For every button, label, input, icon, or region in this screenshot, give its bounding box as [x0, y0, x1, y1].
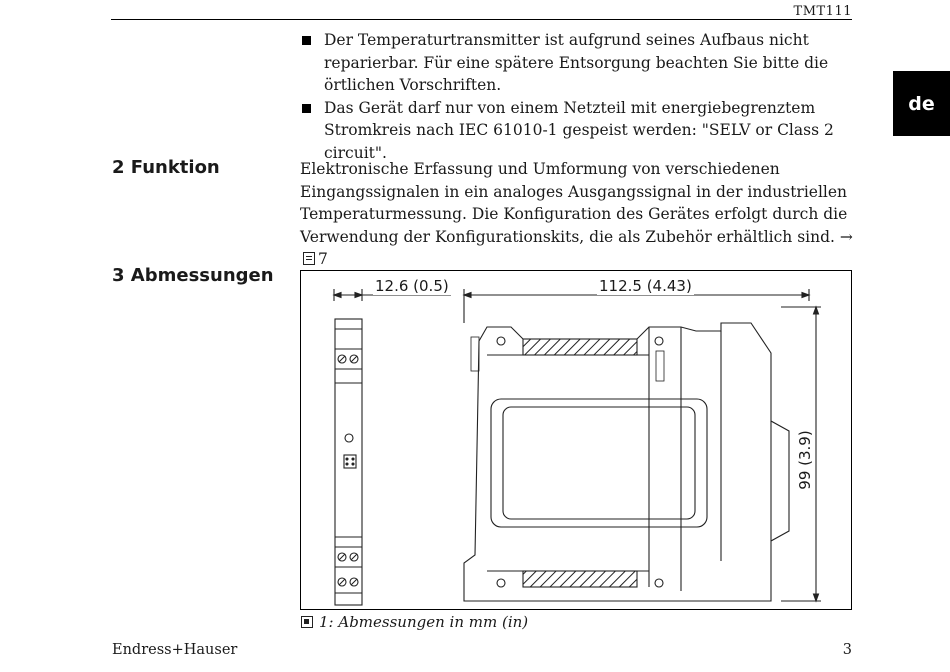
page-link-number: 7 — [318, 250, 328, 268]
bullet-item — [302, 29, 854, 97]
book-icon — [303, 252, 315, 265]
language-tab — [893, 71, 950, 136]
header-rule — [111, 19, 852, 20]
bullet-text: Der Temperaturtransmitter ist aufgrund seines Aufbaus nicht reparierbar. Für eine spätere Entsorgung beachten Sie bitte die örtlichen Vorschriften. — [324, 31, 829, 94]
section-heading-abmessungen: 3 Abmessungen — [112, 265, 274, 286]
language-tab-label: de — [908, 92, 935, 115]
figure-caption — [301, 613, 528, 631]
dimension-label-width: 12.6 (0.5) — [375, 277, 449, 295]
figure-icon — [301, 616, 313, 628]
dimension-drawing — [301, 271, 853, 611]
bullet-item — [302, 97, 854, 165]
dimension-label-length: 112.5 (4.43) — [599, 277, 692, 295]
document-code: TMT111 — [793, 4, 852, 19]
front-view-drawing — [464, 289, 809, 601]
footer-company: Endress+Hauser — [112, 642, 238, 658]
safety-bullet-list — [302, 29, 854, 164]
dimension-figure — [300, 270, 852, 610]
bullet-text: Das Gerät darf nur von einem Netzteil mit energiebegrenztem Stromkreis nach IEC 61010-1 gespeist werden: "SELV or Class 2 circuit". — [324, 98, 834, 162]
figure-caption-text: 1: Abmessungen in mm (in) — [319, 613, 529, 631]
square-bullet-icon — [302, 36, 311, 45]
arrow-right-icon: → — [839, 227, 853, 246]
funktion-text: Elektronische Erfassung und Umformung von verschiedenen Eingangssignalen in ein analoges Ausgangssignal in der industriellen Temperaturmessung. Die Konfiguration des Gerätes erfolgt durch die Verwendung der Konfigurationskits, die als Zubehör erhältlich sind. — [300, 160, 848, 246]
square-bullet-icon — [302, 104, 311, 113]
side-view-drawing — [334, 289, 451, 605]
dimension-label-height: 99 (3.9) — [796, 420, 814, 500]
section-text-funktion — [300, 158, 856, 271]
section-heading-funktion: 2 Funktion — [112, 157, 220, 178]
footer-page-number: 3 — [842, 642, 852, 658]
